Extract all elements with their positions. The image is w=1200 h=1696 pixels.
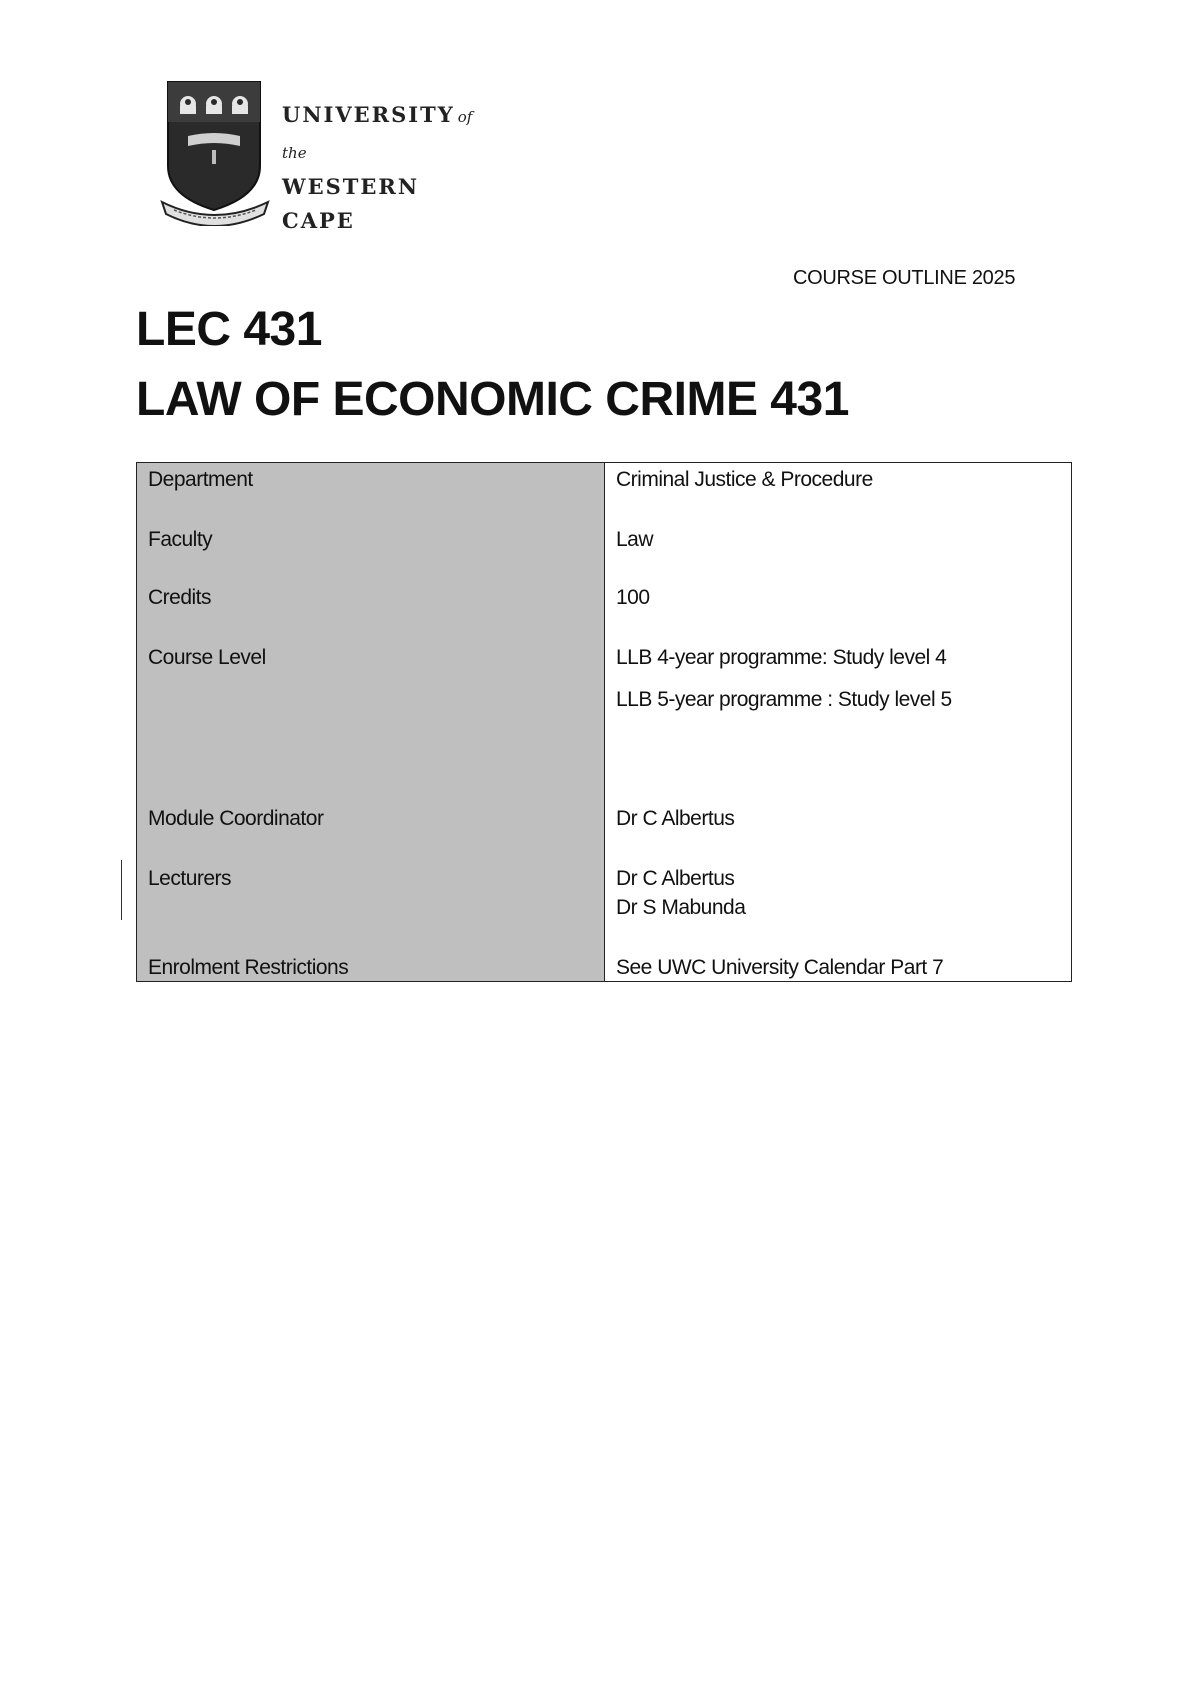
label-column bbox=[137, 463, 605, 981]
logo-line1-suffix: of the bbox=[282, 108, 473, 162]
change-bar-mark bbox=[121, 860, 122, 920]
label-credits: Credits bbox=[148, 586, 212, 609]
label-faculty: Faculty bbox=[148, 528, 213, 551]
logo-wordmark bbox=[282, 98, 500, 238]
course-outline-label: COURSE OUTLINE 2025 bbox=[793, 267, 1016, 289]
value-module-coordinator: Dr C Albertus bbox=[616, 807, 735, 830]
course-info-table bbox=[136, 462, 1072, 982]
university-logo bbox=[160, 78, 500, 233]
university-crest-icon bbox=[160, 78, 270, 226]
logo-line1: UNIVERSITY bbox=[282, 102, 455, 127]
value-lecturer-1: Dr C Albertus bbox=[616, 867, 735, 890]
value-department: Criminal Justice & Procedure bbox=[616, 468, 873, 491]
value-course-level-4: LLB 4-year programme: Study level 4 bbox=[616, 646, 947, 669]
course-code-title: LEC 431 bbox=[136, 303, 322, 356]
value-course-level-5: LLB 5-year programme : Study level 5 bbox=[616, 688, 952, 711]
value-enrolment-restrictions: See UWC University Calendar Part 7 bbox=[616, 956, 944, 979]
logo-line2: WESTERN CAPE bbox=[282, 174, 420, 233]
value-credits: 100 bbox=[616, 586, 650, 609]
label-module-coordinator: Module Coordinator bbox=[148, 807, 324, 830]
label-course-level: Course Level bbox=[148, 646, 266, 669]
value-lecturer-2: Dr S Mabunda bbox=[616, 896, 746, 919]
label-lecturers: Lecturers bbox=[148, 867, 232, 890]
label-department: Department bbox=[148, 468, 253, 491]
value-column bbox=[605, 463, 1071, 981]
label-enrolment-restrictions: Enrolment Restrictions bbox=[148, 956, 349, 979]
value-faculty: Law bbox=[616, 528, 654, 551]
course-name-title: LAW OF ECONOMIC CRIME 431 bbox=[136, 373, 849, 426]
